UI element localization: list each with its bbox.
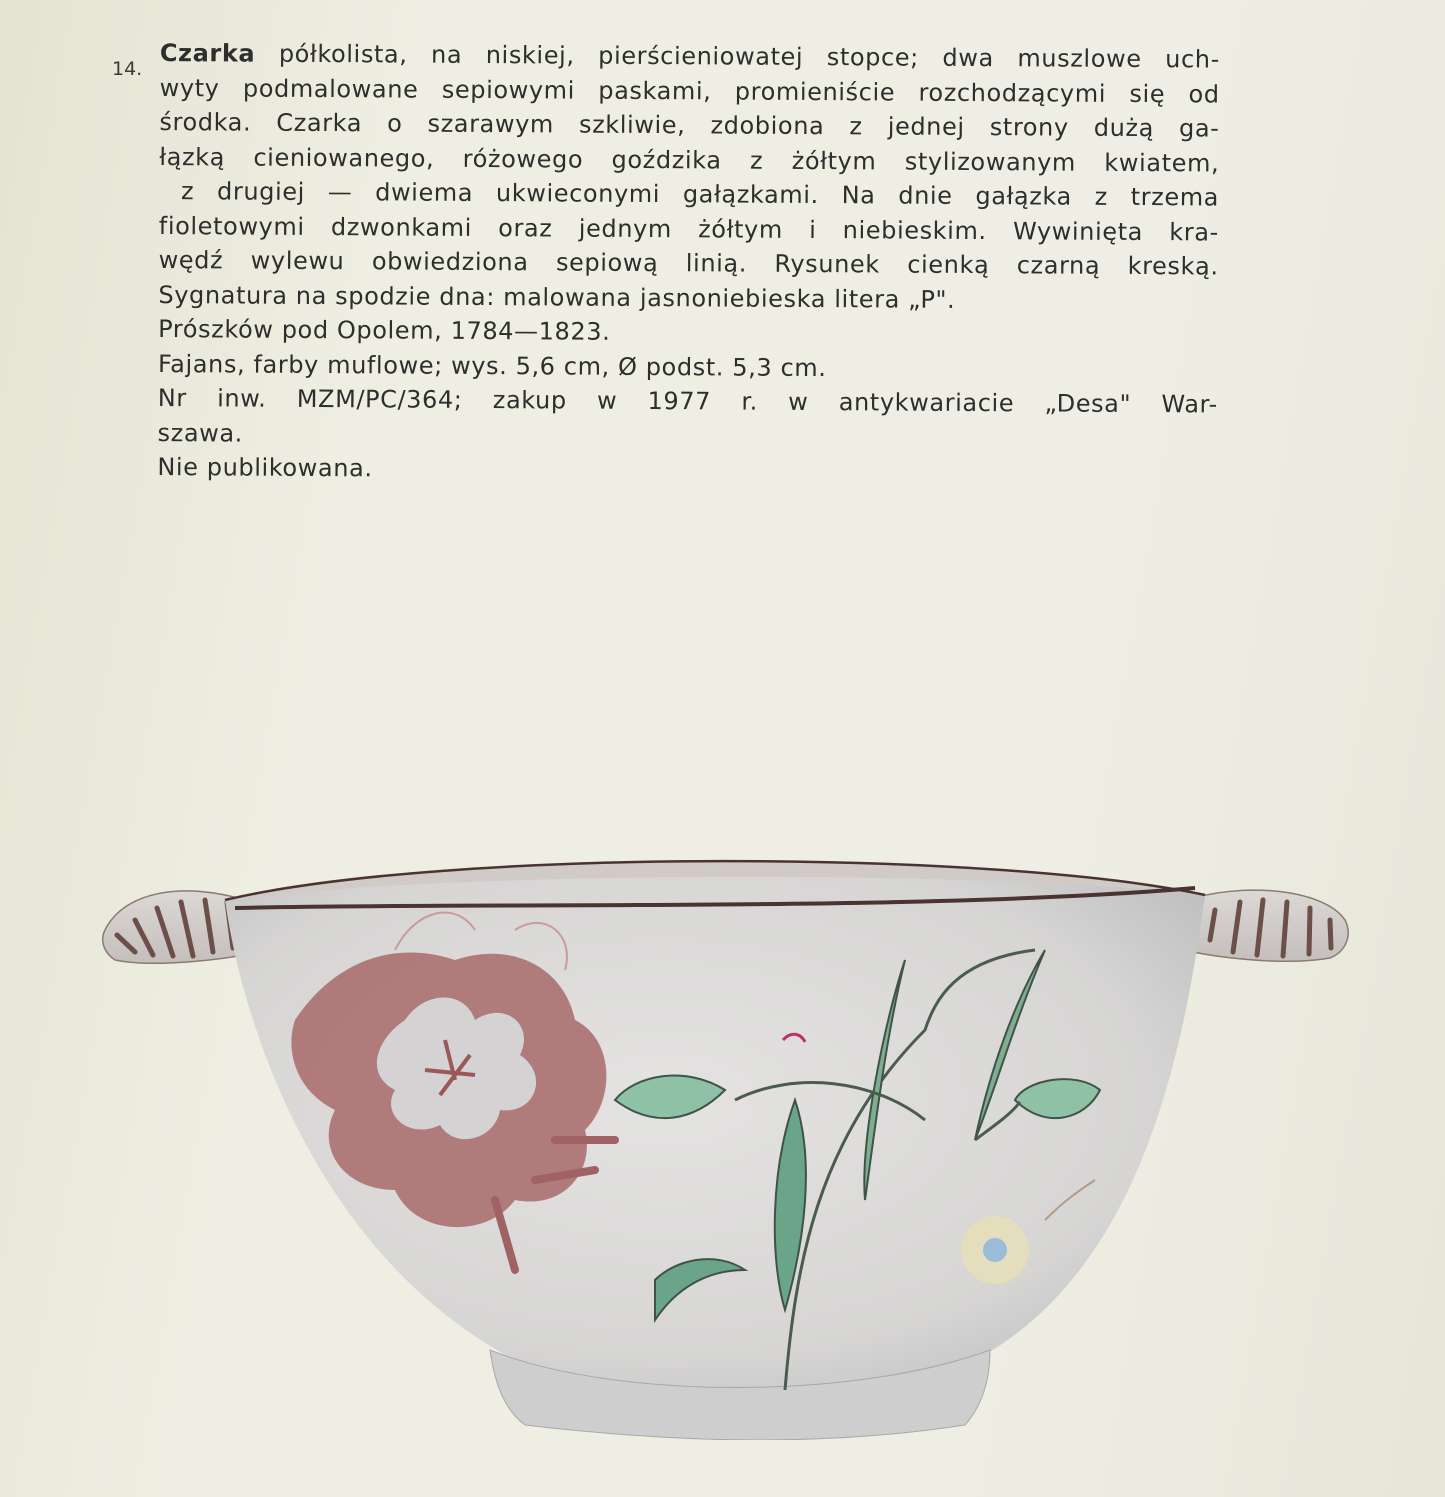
entry-line-9: Prószków pod Opolem, 1784—1823.	[158, 314, 611, 346]
entry-line-1-text: półkolista, na niskiej, pierścieniowatej stopce; dwa muszlowe uch-	[278, 39, 1220, 74]
entry-line-3: środka. Czarka o szarawym szkliwie, zdobiona z jednej strony dużą ga-	[159, 107, 1220, 143]
entry-line-10: Fajans, farby muflowe; wys. 5,6 cm, Ø podst. 5,3 cm.	[157, 349, 827, 382]
entry-line-11: Nr inw. MZM/PC/364; zakup w 1977 r. w antykwariacie „Desa" War-	[157, 383, 1218, 419]
entry-line-13: Nie publikowana.	[157, 452, 373, 483]
entry-line-6: fioletowymi dzwonkami oraz jednym żółtym i niebieskim. Wywinięta kra-	[158, 211, 1219, 246]
entry-line-2: wyty podmalowane sepiowymi paskami, promieniście rozchodzącymi się od	[159, 73, 1220, 108]
entry-line-1	[160, 36, 1220, 77]
entry-line-4: łązką cieniowanego, różowego goździka z żółtym stylizowanym kwiatem,	[159, 142, 1220, 177]
entry-line-8: Sygnatura na spodzie dna: malowana jasnoniebieska litera „P".	[158, 280, 956, 314]
catalog-number: 14.	[112, 58, 143, 80]
faience-bowl-icon	[95, 840, 1355, 1440]
entry-line-12: szawa.	[157, 418, 244, 448]
entry-line-5: z drugiej — dwiema ukwieconymi gałązkami. Na dnie gałązka z trzema	[180, 177, 1220, 212]
entry-line-7: wędź wylewu obwiedziona sepiową linią. Rysunek cienką czarną kreską.	[158, 245, 1219, 281]
catalog-entry-text	[157, 36, 1220, 491]
entry-title: Czarka	[159, 38, 256, 68]
